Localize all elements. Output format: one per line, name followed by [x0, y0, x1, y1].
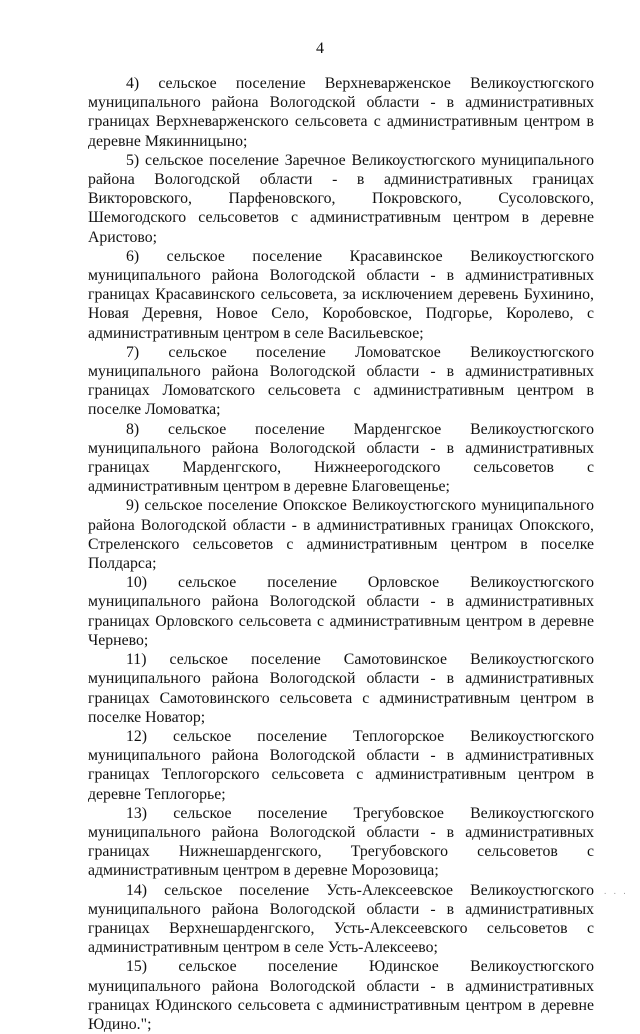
document-body: [88, 74, 594, 1034]
page-number: 4: [316, 40, 324, 57]
paragraph-item-14: 14) сельское поселение Усть-Алексеевское Великоустюгского муниципального района Вологодской области - в административных границах Верхнешарденгского, Усть-Алексеевского сельсоветов с административным центром в селе Усть-Алексеево;: [88, 881, 594, 957]
paragraph-item-13: 13) сельское поселение Трегубовское Великоустюгского муниципального района Вологодской области - в административных границах Нижнешарденгского, Трегубовского сельсоветов с административным центром в деревне Морозовица;: [88, 804, 594, 880]
paragraph-item-6: 6) сельское поселение Красавинское Великоустюгского муниципального района Вологодской области - в административных границах Красавинского сельсовета, за исключением деревень Бухинино, Новая Деревня, Новое Село, Коробовское, Подгорье, Королево, с административным центром в селе Васильевское;: [88, 247, 594, 342]
paragraph-item-8: 8) сельское поселение Марденгское Великоустюгского муниципального района Вологодской области - в административных границах Марденгского, Нижнеерогодского сельсоветов с административным центром в деревне Благовещенье;: [88, 420, 594, 496]
footer-mark: . . .: [603, 887, 628, 897]
paragraph-item-5: 5) сельское поселение Заречное Великоустюгского муниципального района Вологодской области - в административных границах Викторовского, Парфеновского, Покровского, Сусоловского, Шемогодского сельсоветов с административным центром в деревне Аристово;: [88, 151, 594, 246]
paragraph-item-15: 15) сельское поселение Юдинское Великоустюгского муниципального района Вологодской области - в административных границах Юдинского сельсовета с административным центром в деревне Юдино.";: [88, 958, 594, 1033]
paragraph-item-4: 4) сельское поселение Верхневарженское Великоустюгского муниципального района Вологодской области - в административных границах Верхневарженского сельсовета с административным центром в деревне Мякинницыно;: [88, 75, 594, 150]
paragraph-item-9: 9) сельское поселение Опокское Великоустюгского муниципального района Вологодской области - в административных границах Опокского, Стреленского сельсоветов с административным центром в поселке Полдарса;: [88, 497, 594, 573]
paragraph-item-7: 7) сельское поселение Ломоватское Великоустюгского муниципального района Вологодской области - в административных границах Ломоватского сельсовета с административным центром в поселке Ломоватка;: [88, 343, 594, 419]
paragraph-item-10: 10) сельское поселение Орловское Великоустюгского муниципального района Вологодской области - в административных границах Орловского сельсовета с административным центром в деревне Чернево;: [88, 574, 594, 649]
paragraph-item-12: 12) сельское поселение Теплогорское Великоустюгского муниципального района Вологодской области - в административных границах Теплогорского сельсовета с административным центром в деревне Теплогорье;: [88, 727, 594, 803]
paragraph-item-11: 11) сельское поселение Самотовинское Великоустюгского муниципального района Вологодской области - в административных границах Самотовинского сельсовета с административным центром в поселке Новатор;: [88, 651, 594, 726]
